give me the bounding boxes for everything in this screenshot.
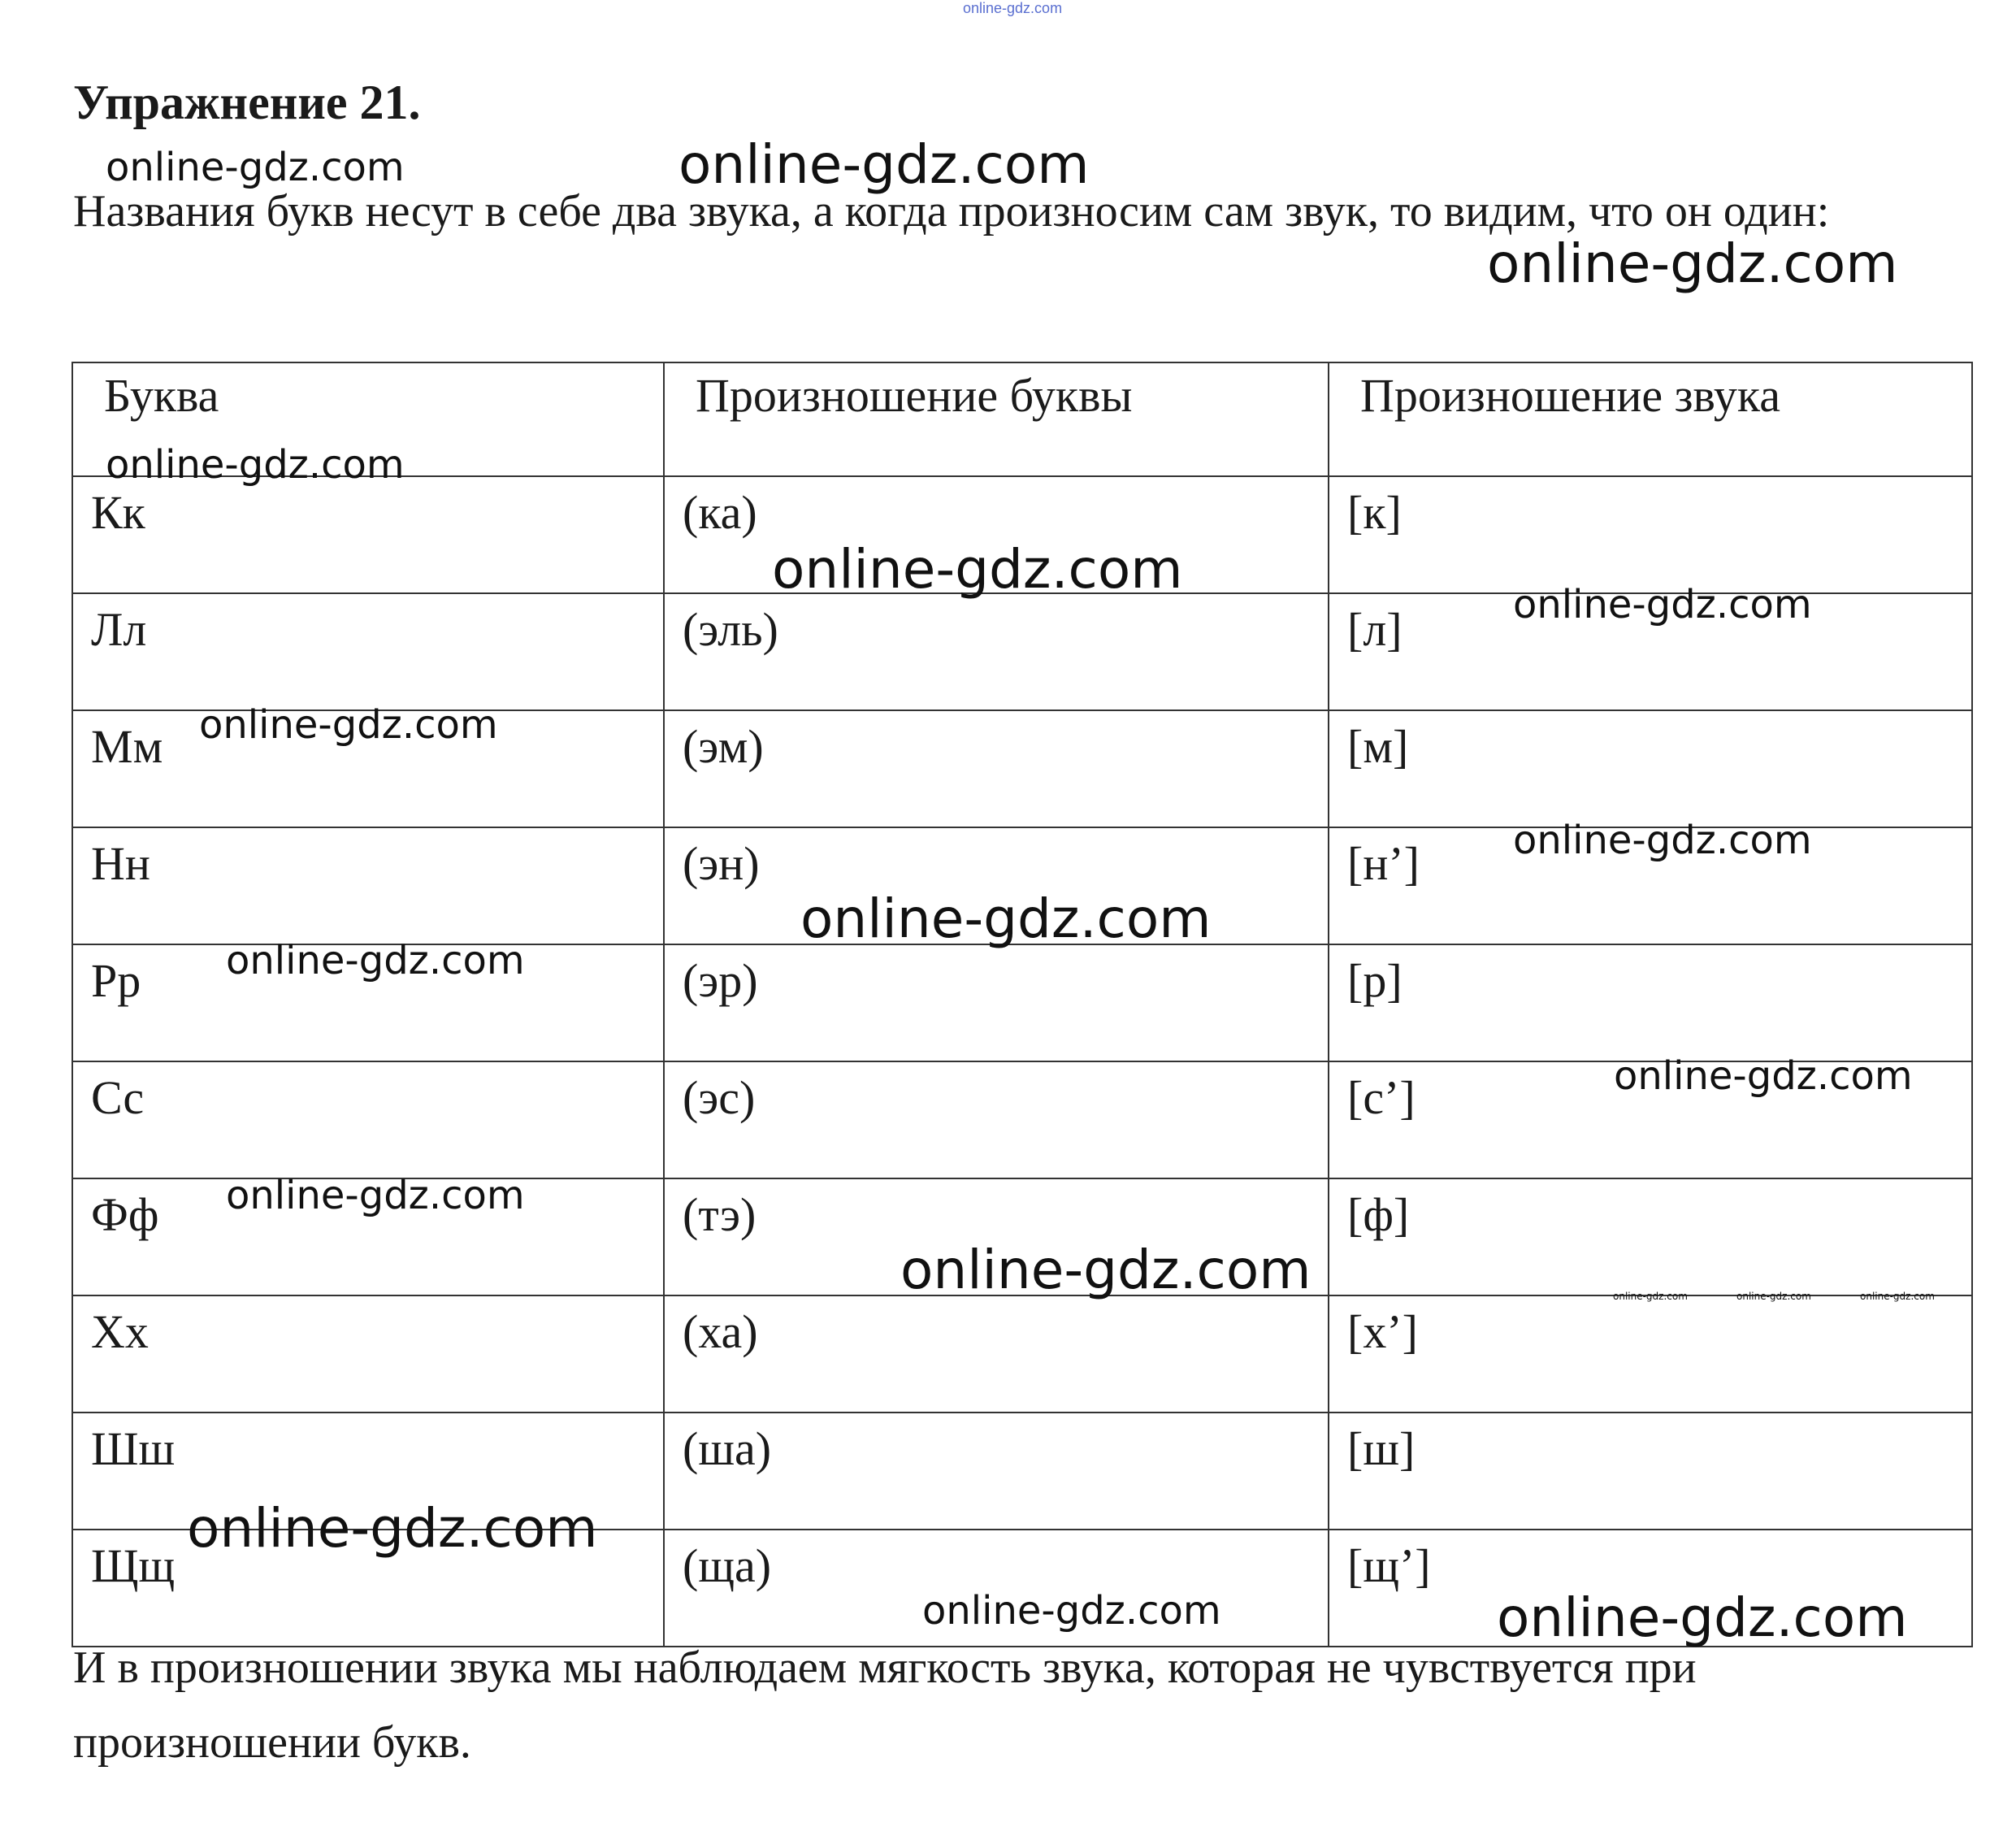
watermark: online-gdz.com: [187, 1497, 598, 1560]
letter-pronunciation-cell: (ща): [664, 1530, 1329, 1647]
sound-cell: [л]: [1329, 593, 1972, 710]
letter-cell: Шш: [72, 1413, 664, 1530]
table-row: [72, 1295, 1972, 1413]
sound-cell: [к]: [1329, 476, 1972, 593]
letter-pronunciation-cell: (ка): [664, 476, 1329, 593]
sound-cell: [х’]: [1329, 1295, 1972, 1413]
watermark: online-gdz.com: [1614, 1053, 1913, 1099]
letter-pronunciation-cell: (эн): [664, 827, 1329, 944]
watermark: online-gdz.com: [900, 1239, 1311, 1301]
watermark: online-gdz.com: [679, 133, 1090, 196]
sound-cell: [р]: [1329, 944, 1972, 1061]
outro-paragraph: И в произношении звука мы наблюдаем мягкость звука, которая не чувствуется при произношении букв.: [73, 1643, 1697, 1768]
watermark: online-gdz.com: [1736, 1291, 1811, 1302]
watermark: online-gdz.com: [1613, 1291, 1688, 1302]
letter-cell: Сс: [72, 1061, 664, 1178]
sound-cell: [с’]: [1329, 1061, 1972, 1178]
sound-cell: [ш]: [1329, 1413, 1972, 1530]
letter-pronunciation-cell: (эль): [664, 593, 1329, 710]
watermark: online-gdz.com: [1497, 1586, 1908, 1649]
letter-cell: Фф: [72, 1178, 664, 1295]
watermark: online-gdz.com: [106, 145, 405, 190]
letter-pronunciation-cell: (эр): [664, 944, 1329, 1061]
watermark: online-gdz.com: [800, 887, 1212, 950]
letter-pronunciation-cell: (ха): [664, 1295, 1329, 1413]
watermark: online-gdz.com: [1860, 1291, 1935, 1302]
watermark: online-gdz.com: [1487, 232, 1898, 295]
sound-cell: [щ’]: [1329, 1530, 1972, 1647]
letter-cell: Лл: [72, 593, 664, 710]
header-sound-pronunciation: Произношение звука: [1329, 362, 1972, 476]
letter-pronunciation-cell: (эс): [664, 1061, 1329, 1178]
letter-cell: Мм: [72, 710, 664, 827]
sound-cell: [ф]: [1329, 1178, 1972, 1295]
letter-cell: Нн: [72, 827, 664, 944]
letter-pronunciation-cell: (эм): [664, 710, 1329, 827]
letter-cell: Рр: [72, 944, 664, 1061]
watermark: online-gdz.com: [1513, 818, 1812, 863]
watermark: online-gdz.com: [199, 702, 498, 748]
letter-cell: Кк: [72, 476, 664, 593]
watermark: online-gdz.com: [106, 442, 405, 488]
letter-pronunciation-cell: (ша): [664, 1413, 1329, 1530]
watermark: online-gdz.com: [772, 538, 1183, 601]
watermark: online-gdz.com: [922, 1588, 1221, 1634]
header-letter-pronunciation: Произношение буквы: [664, 362, 1329, 476]
sound-cell: [н’]: [1329, 827, 1972, 944]
intro-paragraph: Названия букв несут в себе два звука, а когда произносим сам звук, то видим, что он один:: [73, 186, 1830, 237]
sound-cell: [м]: [1329, 710, 1972, 827]
letter-pronunciation-cell: (тэ): [664, 1178, 1329, 1295]
letter-cell: Хх: [72, 1295, 664, 1413]
watermark: online-gdz.com: [226, 1173, 525, 1218]
watermark: online-gdz.com: [1513, 582, 1812, 627]
top-watermark: online-gdz.com: [963, 0, 1063, 16]
header-letter: Буква: [72, 362, 664, 476]
letter-cell: Щщ: [72, 1530, 664, 1647]
exercise-title: Упражнение 21.: [73, 76, 421, 129]
watermark: online-gdz.com: [226, 938, 525, 983]
